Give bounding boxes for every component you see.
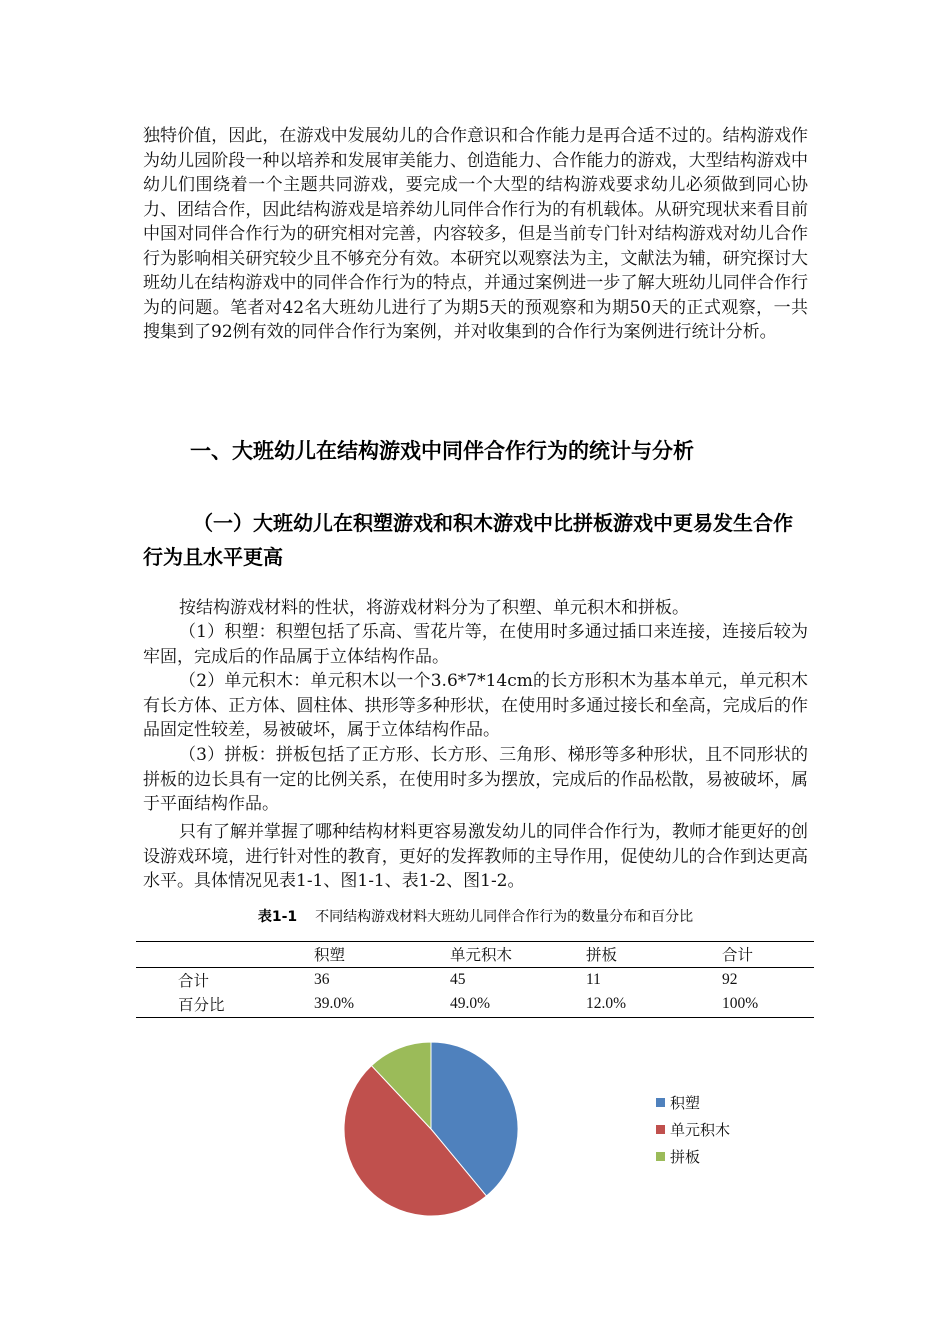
table-cell: 36	[314, 970, 330, 988]
table-cell: 49.0%	[450, 995, 491, 1013]
table-cell: 11	[586, 970, 601, 988]
puzzle-boards-paragraph: （3）拼板：拼板包括了正方形、长方形、三角形、梯形等多种形状，且不同形状的拼板的边长具有一定的比例关系，在使用时多为摆放，完成后的作品松散，易被破坏，属于平面结构作品。	[143, 745, 808, 814]
legend-swatch	[656, 1152, 665, 1161]
table-header-row	[136, 942, 814, 968]
table-caption-text: 不同结构游戏材料大班幼儿同伴合作行为的数量分布和百分比	[315, 909, 694, 925]
subsection-heading: （一）大班幼儿在积塑游戏和积木游戏中比拼板游戏中更易发生合作行为且水平更高	[143, 511, 793, 569]
table-cell: 百分比	[178, 997, 225, 1015]
intro-paragraph: 独特价值，因此，在游戏中发展幼儿的合作意识和合作能力是再合适不过的。结构游戏作为幼儿园阶段一种以培养和发展审美能力、创造能力、合作能力的游戏，大型结构游戏中幼儿们围绕着一个主题共同游戏，要完成一个大型的结构游戏要求幼儿必须做到同心协力、团结合作，因此结构游戏是培养幼儿同伴合作行为的有机载体。从研究现状来看目前中国对同伴合作行为的研究相对完善，内容较多，但是当前专门针对结构游戏对幼儿合作行为影响相关研究较少且不够充分有效。本研究以观察法为主，文献法为辅，研究探讨大班幼儿在结构游戏中的同伴合作行为的特点，并通过案例进一步了解大班幼儿同伴合作行为的问题。笔者对42名大班幼儿进行了为期5天的预观察和为期50天的正式观察，一共搜集到了92例有效的同伴合作行为案例，并对收集到的合作行为案例进行统计分析。	[143, 126, 808, 342]
table-cell: 12.0%	[586, 995, 627, 1013]
table-header-cell: 单元积木	[450, 947, 513, 965]
materials-intro-paragraph: 按结构游戏材料的性状，将游戏材料分为了积塑、单元积木和拼板。	[179, 598, 689, 618]
table-header-cell	[136, 942, 314, 968]
table-cell: 合计	[178, 972, 210, 990]
conclusion-paragraph: 只有了解并掌握了哪种结构材料更容易激发幼儿的同伴合作行为，教师才能更好的创设游戏环境，进行针对性的教育，更好的发挥教师的主导作用，促使幼儿的合作到达更高水平。具体情况见表1-1、图1-1、表1-2、图1-2。	[143, 822, 808, 891]
table-header-cell: 积塑	[314, 947, 346, 965]
table-row	[136, 992, 814, 1017]
table-row	[136, 967, 814, 992]
table-cell: 92	[722, 970, 738, 988]
table-caption	[143, 906, 808, 926]
legend-swatch	[656, 1098, 665, 1107]
section-heading: 一、大班幼儿在结构游戏中同伴合作行为的统计与分析	[190, 439, 694, 463]
legend-swatch	[656, 1125, 665, 1134]
table-caption-number: 表1-1	[257, 909, 298, 925]
unit-blocks-paragraph: （2）单元积木：单元积木以一个3.6*7*14cm的长方形积木为基本单元，单元积木有长方体、正方体、圆柱体、拱形等多种形状，在使用时多通过接长和垒高，完成后的作品固定性较差，易被破坏，属于立体结构作品。	[143, 671, 808, 740]
legend-label: 拼板	[670, 1148, 701, 1166]
table-header-cell: 拼板	[586, 947, 618, 965]
legend-label: 单元积木	[670, 1121, 731, 1139]
plastic-blocks-paragraph: （1）积塑：积塑包括了乐高、雪花片等，在使用时多通过插口来连接，连接后较为牢固，完成后的作品属于立体结构作品。	[143, 622, 808, 667]
table-cell: 45	[450, 970, 466, 988]
data-table	[136, 941, 814, 1018]
table-cell: 100%	[722, 995, 759, 1013]
table-header-cell: 合计	[722, 947, 754, 965]
legend-label: 积塑	[670, 1094, 701, 1112]
table-cell: 39.0%	[314, 995, 355, 1013]
pie-chart	[320, 1028, 770, 1233]
